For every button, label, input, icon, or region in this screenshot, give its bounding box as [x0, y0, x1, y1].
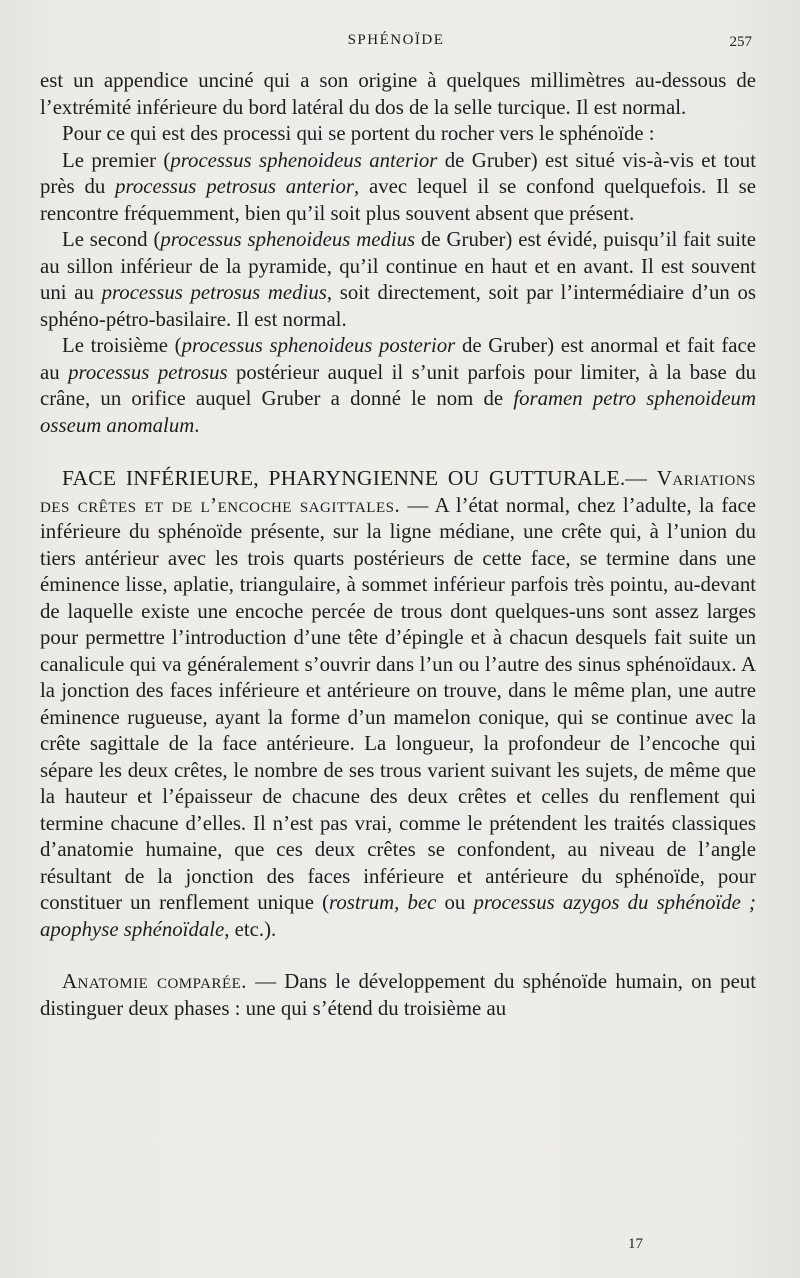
- latin-term: bec: [407, 891, 437, 914]
- paragraph-processi: Pour ce qui est des processi qui se portent du rocher vers le sphénoïde :: [62, 122, 655, 145]
- latin-term: processus petrosus: [68, 360, 228, 384]
- text-run: , soit directement, soit par l’intermédiaire d’un os sphéno-pétro-basilaire. Il est normal.: [40, 281, 756, 331]
- latin-term: processus petrosus medius: [101, 281, 327, 304]
- body-text: [40, 68, 756, 1022]
- text-run: de Gruber) est évidé, puisqu’il fait suite au sillon inférieur de la pyramide, qu’il continue en haut et en avant. Il est souvent uni au: [40, 228, 756, 304]
- latin-term: foramen petro sphenoideum osseum anomalum: [40, 387, 756, 437]
- text-run: — Dans le développement du sphénoïde humain, on peut distinguer deux phases : une qui s’étend du troisième au: [40, 970, 756, 1020]
- latin-term: processus sphenoideus medius: [160, 228, 416, 251]
- text-run: , etc.).: [224, 917, 277, 941]
- latin-term: rostrum,: [329, 891, 408, 914]
- text-run: .: [194, 413, 200, 437]
- running-head: [40, 30, 752, 54]
- latin-term: processus sphenoideus posterior: [181, 334, 456, 357]
- running-title: SPHÉNOÏDE: [347, 32, 445, 48]
- paragraph-second: [40, 227, 756, 333]
- paragraph-anatomie-comparee: [40, 969, 756, 1022]
- text-run: — A l’état normal, chez l’adulte, la face inférieure du sphénoïde présente, sur la ligne médiane, une crête qui, à l’union du tiers antérieur avec les trois quarts postérieurs de cette face, se termine dans une éminence lisse, aplatie, triangulaire, à sommet inférieur parfois très pointu, au-devant de laquelle existe une encoche percée de trous dont quelques-uns sont assez larges pour permettre l’introduction d’une tête d’épingle et à chacun desquels fait suite un canalicule qui va généralement s’ouvrir dans l’un ou l’autre des sinus sphénoïdaux. A la jonction des faces inférieure et antérieure on trouve, dans le même plan, une autre éminence rugueuse, ayant la forme d’un mamelon conique, qui se continue avec la crête sagittale de la face antérieure. La longueur, la profondeur de l’encoche qui sépare les deux crêtes, le nombre de ses trous varient suivant les sujets, de même que la hauteur et l’épaisseur de chacune des deux crêtes et celles du renflement qui termine chacune d’elles. Il n’est pas vrai, comme le prétendent les traités classiques d’anatomie humaine, que ces deux crêtes se confondent, au niveau de l’angle résultant de la jonction des faces inférieure et antérieure du sphénoïde, pour constituer un renflement unique (: [40, 493, 756, 914]
- text-run: ou: [436, 891, 474, 914]
- section-face-inferieure: [40, 465, 756, 943]
- text-run: postérieur auquel il s’unit parfois pour limiter, à la base du crâne, un orifice auquel Gruber a donné le nom de: [40, 360, 756, 410]
- signature-mark: 17: [628, 1236, 643, 1252]
- page-number: 257: [729, 34, 752, 50]
- section-heading: FACE INFÉRIEURE, PHARYNGIENNE OU GUTTURALE.—: [62, 466, 657, 490]
- text-run: Le troisième (: [62, 334, 182, 357]
- anatomy-lead: Anatomie comparée.: [62, 970, 247, 993]
- text-run: Le premier (: [62, 148, 171, 172]
- latin-term: processus azygos du sphénoïde ; apophyse sphénoïdale: [40, 891, 756, 941]
- paragraph-troisieme: [40, 333, 756, 439]
- text-run: Le second (: [62, 228, 161, 251]
- section-subheading: Variations des crêtes et de l’encoche sagittales.: [40, 467, 756, 517]
- latin-term: processus sphenoideus anterior: [170, 148, 438, 172]
- paragraph-appendice: est un appendice unciné qui a son origine à quelques millimètres au-dessous de l’extrémité inférieure du bord latéral du dos de la selle turcique. Il est normal.: [40, 69, 756, 119]
- text-run: de Gruber) est anormal et fait face au: [40, 334, 756, 384]
- latin-term: processus petrosus anterior: [115, 175, 354, 198]
- text-run: , avec lequel il se confond quelquefois. Il se rencontre fréquemment, bien qu’il soit plus souvent absent que présent.: [40, 175, 757, 225]
- text-run: de Gruber) est situé vis-à-vis et tout près du: [40, 148, 756, 198]
- paragraph-premier: [40, 148, 756, 228]
